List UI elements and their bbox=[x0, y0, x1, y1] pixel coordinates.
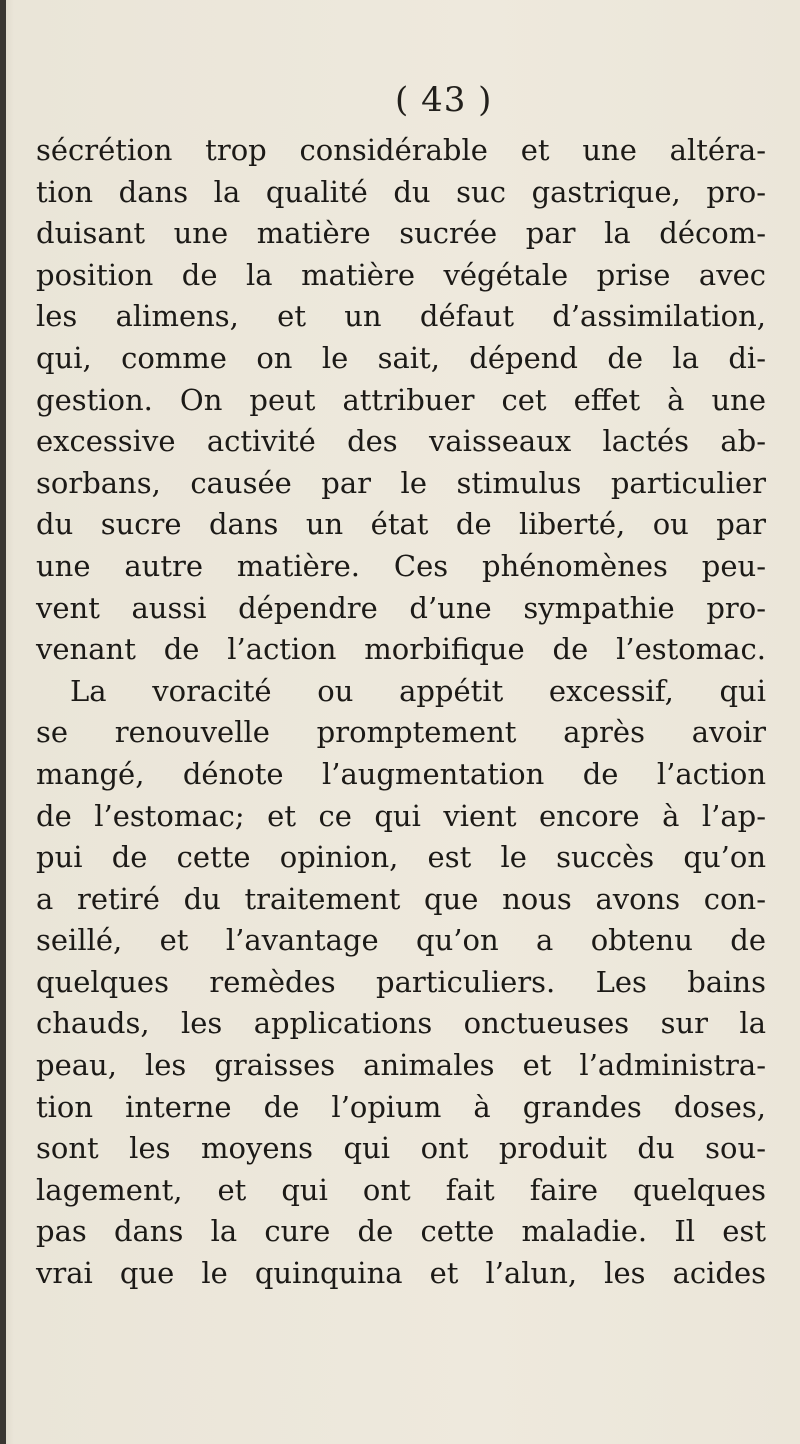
text-line: sorbans, causée par le stimulus particulier bbox=[36, 465, 766, 500]
text-line: sont les moyens qui ont produit du sou- bbox=[36, 1131, 766, 1166]
text-line: pui de cette opinion, est le succès qu’on bbox=[36, 840, 766, 875]
text-line: duisant une matière sucrée par la décom- bbox=[36, 216, 766, 251]
text-line: position de la matière végétale prise avec bbox=[36, 257, 766, 292]
text-line: les alimens, et un défaut d’assimilation, bbox=[36, 299, 766, 334]
text-line: lagement, et qui ont fait faire quelques bbox=[36, 1172, 766, 1207]
page-binding-edge bbox=[0, 0, 6, 1444]
text-line: qui, comme on le sait, dépend de la di- bbox=[36, 340, 766, 375]
text-line: mangé, dénote l’augmentation de l’action bbox=[36, 756, 766, 791]
text-line: a retiré du traitement que nous avons con- bbox=[36, 881, 766, 916]
text-line: du sucre dans un état de liberté, ou par bbox=[36, 507, 766, 542]
text-line: une autre matière. Ces phénomènes peu- bbox=[36, 548, 766, 583]
text-line: seillé, et l’avantage qu’on a obtenu de bbox=[36, 923, 766, 958]
text-line: venant de l’action morbifique de l’estomac. bbox=[36, 632, 766, 667]
text-line: peau, les graisses animales et l’administra- bbox=[36, 1048, 766, 1083]
page-number: ( 43 ) bbox=[395, 80, 493, 120]
text-line: de l’estomac; et ce qui vient encore à l’ap- bbox=[36, 798, 766, 833]
text-line: tion interne de l’opium à grandes doses, bbox=[36, 1089, 766, 1124]
text-line: vent aussi dépendre d’une sympathie pro- bbox=[36, 590, 766, 625]
text-line: vrai que le quinquina et l’alun, les acides bbox=[36, 1256, 766, 1291]
text-line-paragraph-start: La voracité ou appétit excessif, qui bbox=[70, 673, 766, 708]
text-line: pas dans la cure de cette maladie. Il est bbox=[36, 1214, 766, 1249]
text-line: sécrétion trop considérable et une altéra- bbox=[36, 133, 766, 167]
text-line: tion dans la qualité du suc gastrique, pro- bbox=[36, 174, 766, 209]
body-text bbox=[36, 130, 766, 1295]
text-line: se renouvelle promptement après avoir bbox=[36, 715, 766, 750]
text-line: quelques remèdes particuliers. Les bains bbox=[36, 964, 766, 999]
text-line: excessive activité des vaisseaux lactés ab- bbox=[36, 424, 766, 459]
text-line: gestion. On peut attribuer cet effet à une bbox=[36, 382, 766, 417]
text-line: chauds, les applications onctueuses sur la bbox=[36, 1006, 766, 1041]
